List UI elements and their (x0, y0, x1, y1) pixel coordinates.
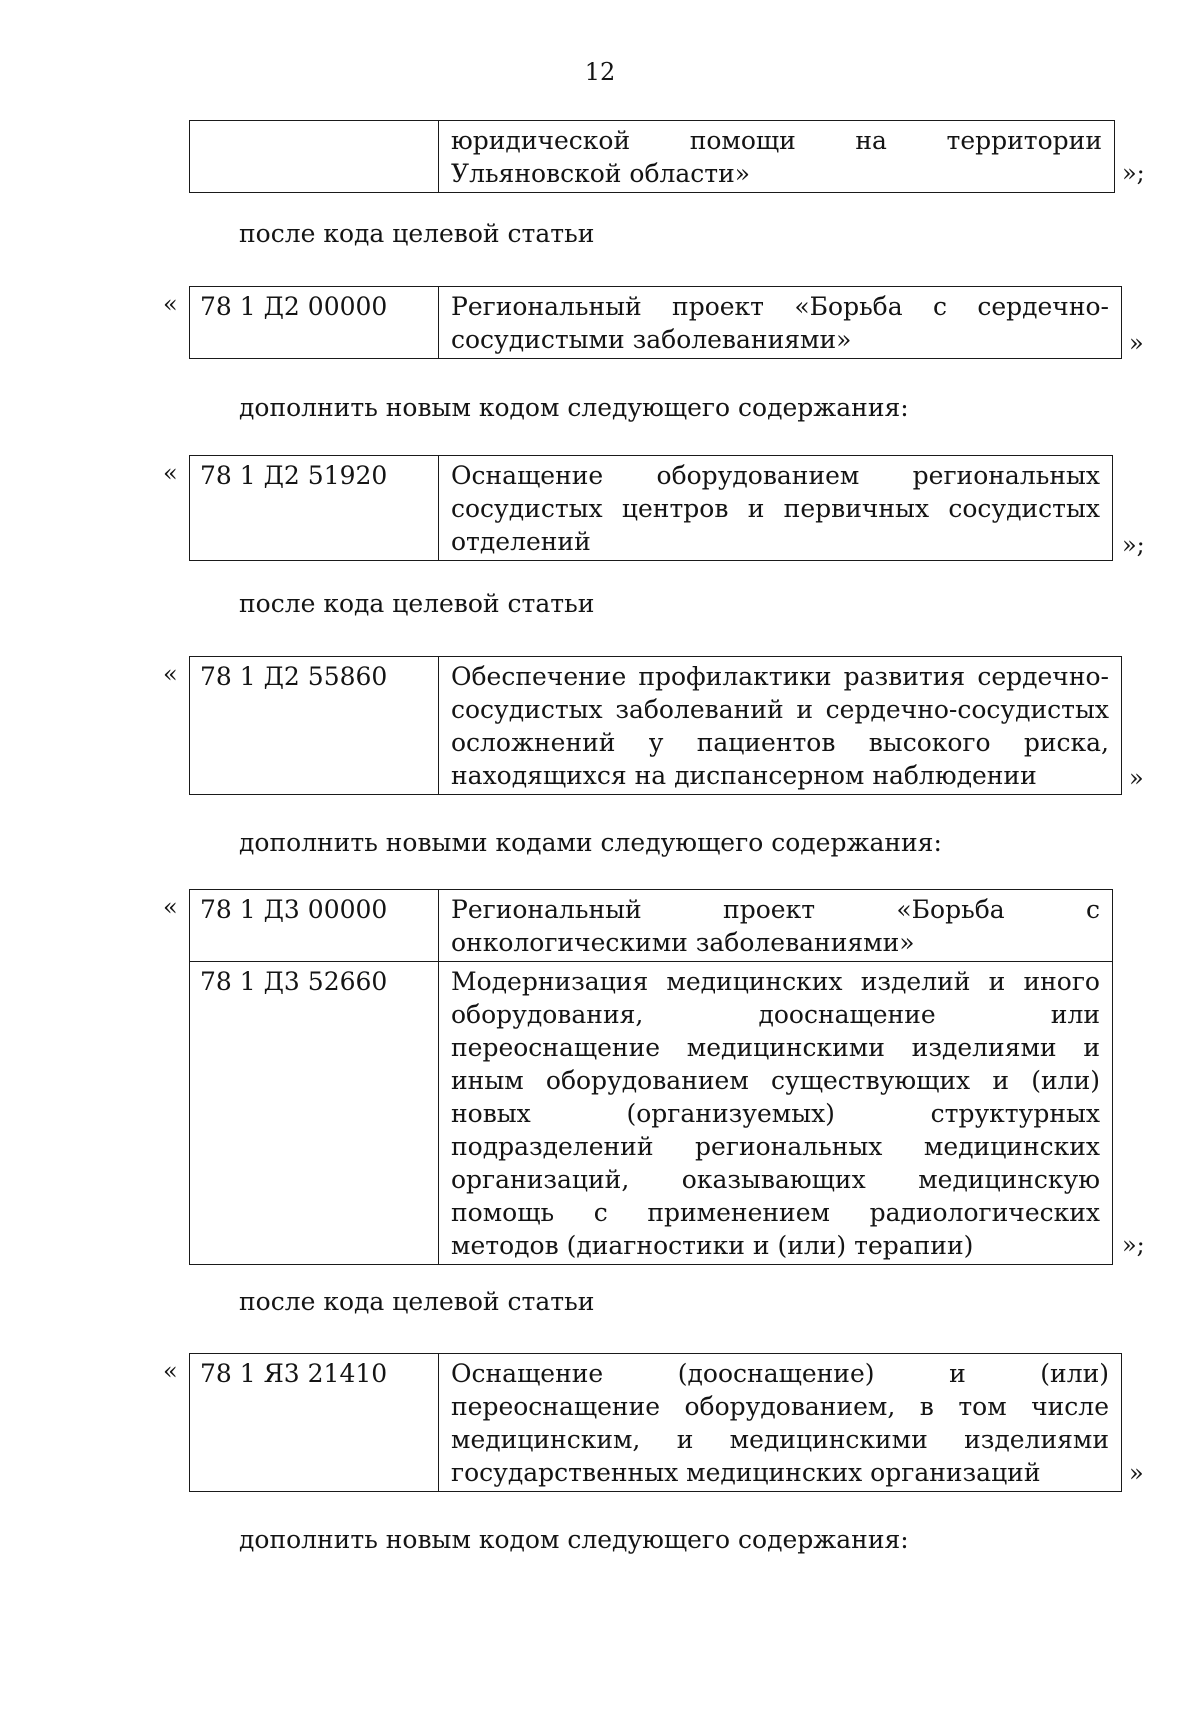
code-cell: 78 1 Я3 21410 (190, 1354, 439, 1492)
instruction-paragraph: дополнить новыми кодами следующего содержания: (239, 828, 942, 857)
code-table (189, 120, 1115, 193)
code-cell: 78 1 Д2 55860 (190, 657, 439, 795)
table-row (190, 657, 1122, 795)
description-cell: Обеспечение профилактики развития сердечно-сосудистых заболеваний и сердечно-сосудистых осложнений у пациентов высокого риска, находящихся на диспансерном наблюдении (439, 657, 1122, 795)
description-cell: Региональный проект «Борьба с онкологическими заболеваниями» (439, 890, 1113, 962)
instruction-paragraph: дополнить новым кодом следующего содержания: (239, 1525, 909, 1554)
instruction-paragraph: после кода целевой статьи (239, 1287, 595, 1316)
table-row (190, 287, 1122, 359)
code-table (189, 1353, 1122, 1492)
instruction-paragraph: дополнить новым кодом следующего содержания: (239, 393, 909, 422)
description-cell: Оснащение оборудованием региональных сосудистых центров и первичных сосудистых отделений (439, 456, 1113, 561)
code-table (189, 455, 1113, 561)
table-row (190, 456, 1113, 561)
table-row (190, 1354, 1122, 1492)
code-table (189, 286, 1122, 359)
instruction-paragraph: после кода целевой статьи (239, 589, 595, 618)
opening-quote: « (163, 459, 178, 487)
closing-quote: » (1129, 329, 1144, 357)
code-cell (190, 121, 439, 193)
code-cell: 78 1 Д2 00000 (190, 287, 439, 359)
description-cell: Модернизация медицинских изделий и иного оборудования, дооснащение или переоснащение медицинскими изделиями и иным оборудованием существующих и (или) новых (организуемых) структурных подразделений региональных медицинских организаций, оказывающих медицинскую помощь с применением радиологических методов (диагностики и (или) терапии) (439, 962, 1113, 1265)
description-cell: Региональный проект «Борьба с сердечно-сосудистыми заболеваниями» (439, 287, 1122, 359)
opening-quote: « (163, 290, 178, 318)
opening-quote: « (163, 893, 178, 921)
closing-quote: »; (1122, 1231, 1145, 1259)
table-row (190, 962, 1113, 1265)
code-cell: 78 1 Д3 52660 (190, 962, 439, 1265)
closing-quote: » (1129, 1459, 1144, 1487)
closing-quote: »; (1122, 159, 1145, 187)
description-cell: юридической помощи на территории Ульяновской области» (439, 121, 1115, 193)
opening-quote: « (163, 1357, 178, 1385)
table-row (190, 890, 1113, 962)
code-table (189, 889, 1113, 1265)
description-cell: Оснащение (дооснащение) и (или) переоснащение оборудованием, в том числе медицинским, и медицинскими изделиями государственных медицинских организаций (439, 1354, 1122, 1492)
code-table (189, 656, 1122, 795)
instruction-paragraph: после кода целевой статьи (239, 219, 595, 248)
page-number: 12 (584, 58, 616, 86)
code-cell: 78 1 Д3 00000 (190, 890, 439, 962)
table-row (190, 121, 1115, 193)
closing-quote: »; (1122, 531, 1145, 559)
closing-quote: » (1129, 764, 1144, 792)
code-cell: 78 1 Д2 51920 (190, 456, 439, 561)
opening-quote: « (163, 660, 178, 688)
